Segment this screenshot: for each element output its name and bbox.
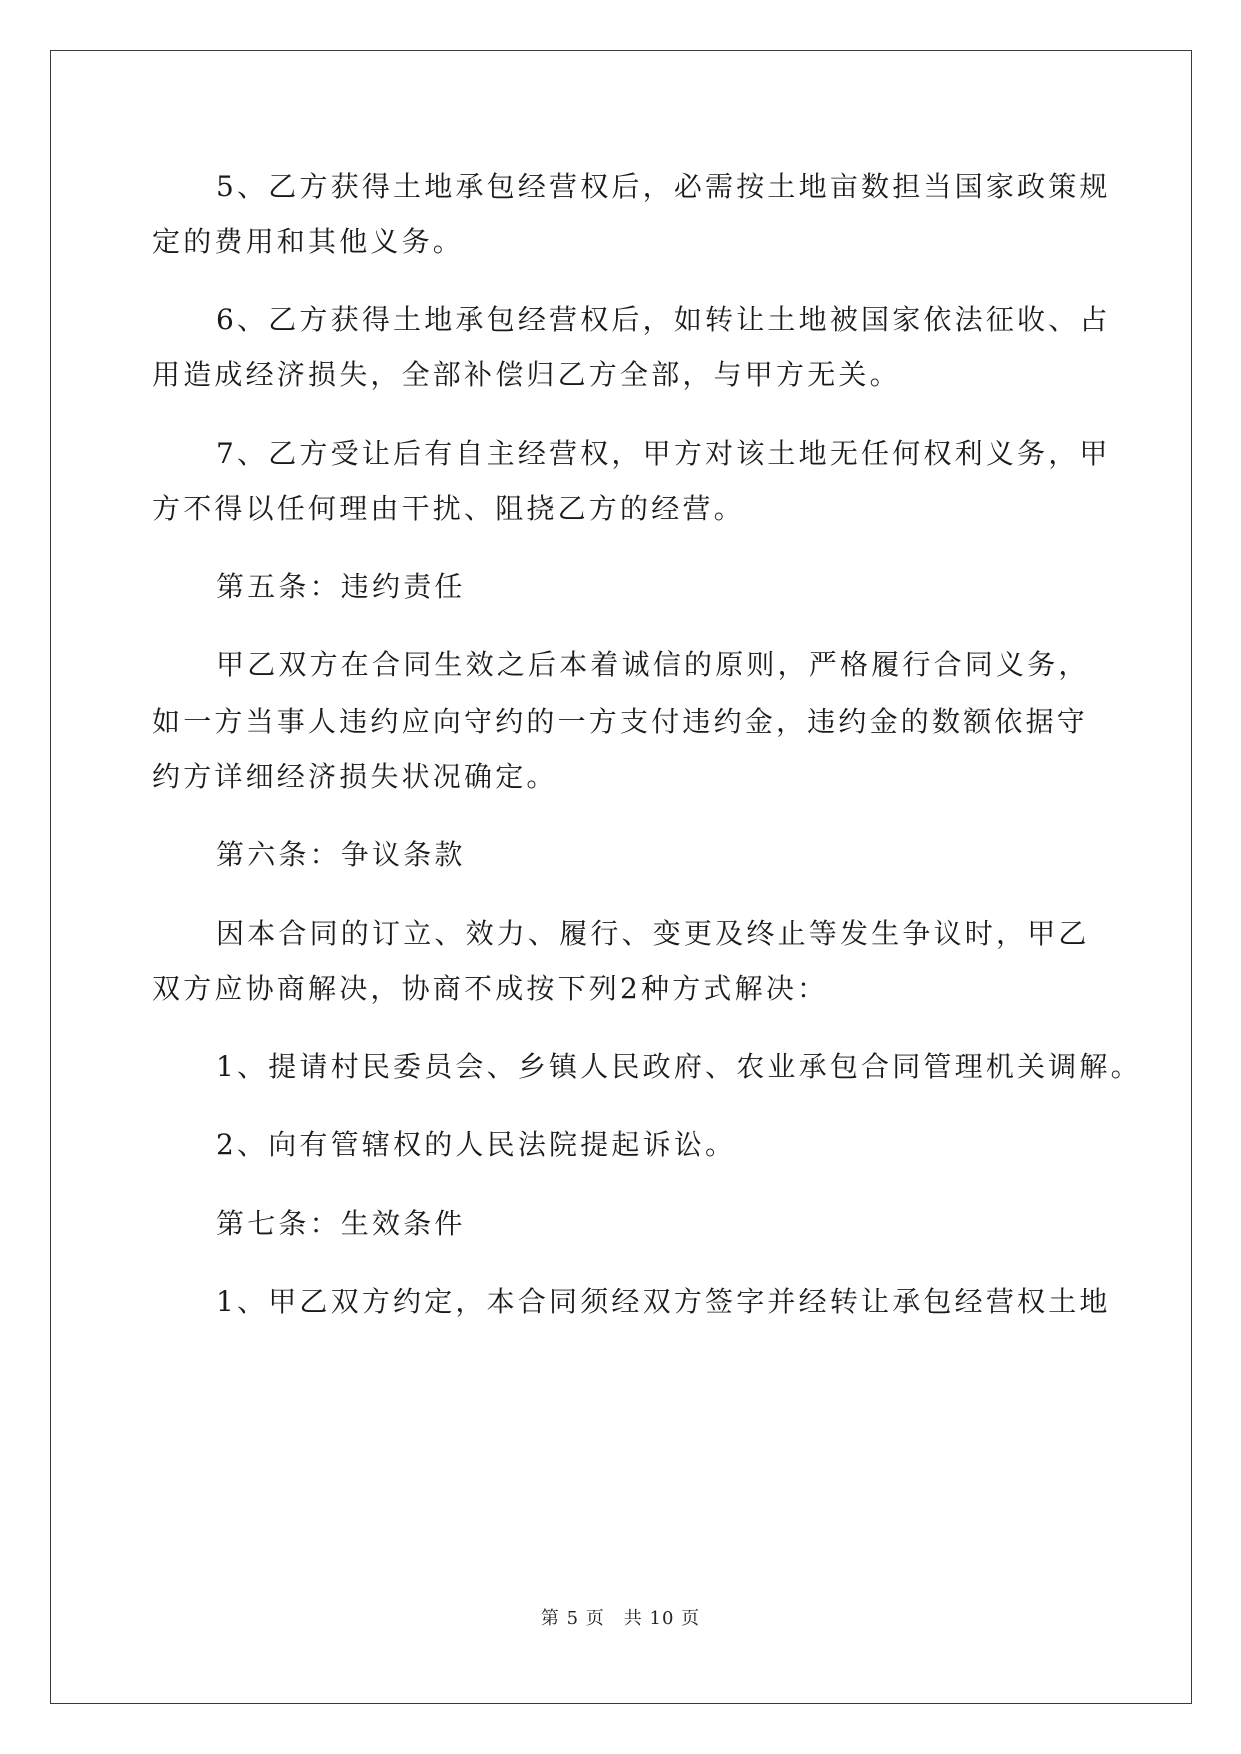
section-heading-article-7: 第七条：生效条件 xyxy=(216,1207,466,1240)
paragraph-clause-7-line-2: 方不得以任何理由干扰、阻挠乙方的经营。 xyxy=(152,492,745,525)
paragraph-clause-5-line-1: 5、乙方获得土地承包经营权后，必需按土地亩数担当国家政策规 xyxy=(216,170,1111,203)
paragraph-dispute-line-2: 双方应协商解决，协商不成按下列2种方式解决： xyxy=(152,972,829,1005)
paragraph-clause-5-line-2: 定的费用和其他义务。 xyxy=(152,225,465,258)
paragraph-dispute-line-1: 因本合同的订立、效力、履行、变更及终止等发生争议时，甲乙 xyxy=(216,917,1090,950)
paragraph-breach-line-3: 约方详细经济损失状况确定。 xyxy=(152,760,558,793)
paragraph-clause-7-line-1: 7、乙方受让后有自主经营权，甲方对该土地无任何权利义务，甲 xyxy=(216,437,1111,470)
paragraph-dispute-option-2: 2、向有管辖权的人民法院提起诉讼。 xyxy=(216,1128,737,1161)
section-heading-article-6: 第六条：争议条款 xyxy=(216,838,466,871)
paragraph-dispute-option-1: 1、提请村民委员会、乡镇人民政府、农业承包合同管理机关调解。 xyxy=(216,1050,1142,1083)
page-border xyxy=(50,50,1192,1704)
section-heading-article-5: 第五条：违约责任 xyxy=(216,570,466,603)
page-number-footer: 第 5 页 共 10 页 xyxy=(540,1608,701,1629)
paragraph-breach-line-2: 如一方当事人违约应向守约的一方支付违约金，违约金的数额依据守 xyxy=(152,705,1089,738)
paragraph-clause-6-line-1: 6、乙方获得土地承包经营权后，如转让土地被国家依法征收、占 xyxy=(216,303,1111,336)
paragraph-effect-line-1: 1、甲乙双方约定，本合同须经双方签字并经转让承包经营权土地 xyxy=(216,1285,1111,1318)
paragraph-clause-6-line-2: 用造成经济损失，全部补偿归乙方全部，与甲方无关。 xyxy=(152,358,901,391)
paragraph-breach-line-1: 甲乙双方在合同生效之后本着诚信的原则，严格履行合同义务， xyxy=(216,648,1090,681)
